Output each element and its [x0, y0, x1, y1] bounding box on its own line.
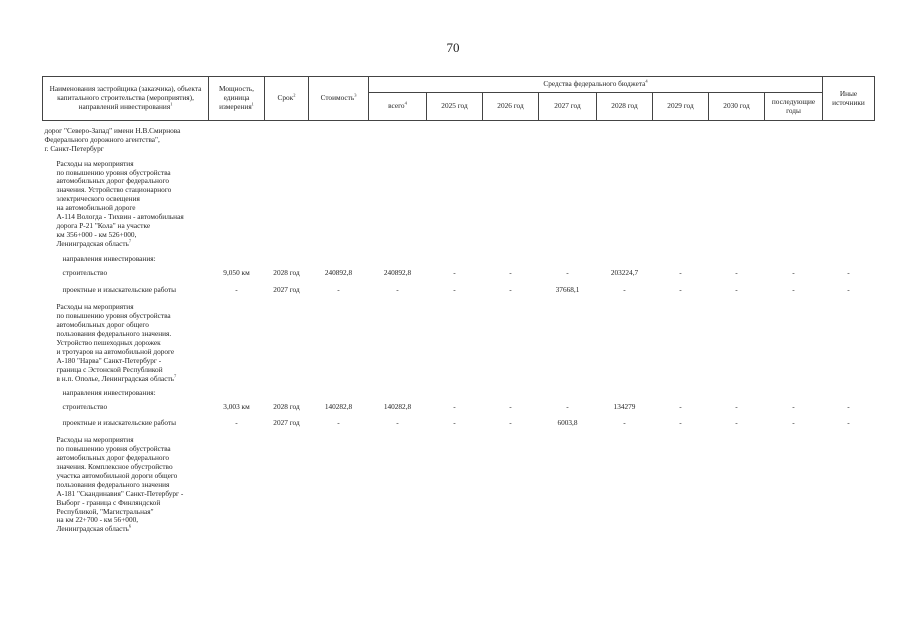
cell-2028: 134279 — [613, 401, 636, 411]
col-header-2028: 2028 год — [597, 93, 653, 121]
cell-total: - — [396, 285, 399, 295]
cell-2026: - — [509, 268, 512, 278]
cell-total: 240892,8 — [383, 268, 412, 278]
cell-next: - — [792, 268, 795, 278]
directions-label: направления инвестирования: — [62, 253, 156, 263]
cell-2027: - — [566, 268, 569, 278]
project-title: Расходы на мероприятия по повышению уровня обустройства автомобильных дорог федерального значения. Комплексное обустройство участка автомобильной дороги общего пользования федерального значения А-181 "Скандинавия" Санкт-Петербург - Выборг - граница с Финляндской Республикой, "Магистральная" на км 22+700 - км 56+000, Ленинградская область$^6$ — [56, 435, 184, 534]
project-title: Расходы на мероприятия по повышению уровня обустройства автомобильных дорог федерального значения. Устройство стационарного электрического освещения на автомобильной дороге А-114 Вологда - Тихвин - автомобильная дорога Р-21 "Кола" на участке км 356+000 - км 526+000, Ленинградская область$^7$ — [56, 158, 184, 248]
col-header-cost: Стоимость$^3$ — [309, 77, 369, 121]
table-row — [43, 160, 875, 249]
cell-2027: 6003,8 — [557, 417, 578, 427]
col-header-total: всего$^4$ — [369, 93, 427, 121]
cell-2028: 203224,7 — [610, 268, 639, 278]
cell-2027: - — [566, 401, 569, 411]
cell-2029: - — [679, 401, 682, 411]
cell-2028: - — [623, 417, 626, 427]
row-label: проектные и изыскательские работы — [62, 285, 177, 295]
cell-2027: 37668,1 — [555, 285, 580, 295]
table-row — [43, 255, 875, 264]
cell-term: 2028 год — [273, 401, 300, 411]
col-header-2027: 2027 год — [539, 93, 597, 121]
cell-cost: 140282,8 — [324, 401, 353, 411]
cell-2029: - — [679, 285, 682, 295]
cell-cost: - — [337, 417, 340, 427]
table-row — [43, 303, 875, 383]
cell-2030: - — [735, 401, 738, 411]
col-header-2025: 2025 год — [427, 93, 483, 121]
cell-cost: 240892,8 — [324, 268, 353, 278]
cell-next: - — [792, 401, 795, 411]
col-header-2030: 2030 год — [709, 93, 765, 121]
cell-capacity: - — [235, 417, 238, 427]
row-label: проектные и изыскательские работы — [62, 417, 177, 427]
table-row — [43, 283, 875, 297]
table-row — [43, 263, 875, 283]
col-header-other: Иные источники — [823, 77, 875, 121]
col-header-capacity: Мощность, единица измерения$^1$ — [209, 77, 265, 121]
cell-term: 2027 год — [273, 417, 300, 427]
cell-2026: - — [509, 401, 512, 411]
row-label: строительство — [62, 401, 108, 411]
cell-2030: - — [735, 417, 738, 427]
cell-total: 140282,8 — [383, 401, 412, 411]
cell-other: - — [847, 268, 850, 278]
cell-capacity: 9,050 км — [223, 268, 250, 278]
cell-term: 2027 год — [273, 285, 300, 295]
cell-2025: - — [453, 285, 456, 295]
col-header-2026: 2026 год — [483, 93, 539, 121]
cell-2025: - — [453, 268, 456, 278]
table-row — [43, 436, 875, 534]
cell-2028: - — [623, 285, 626, 295]
cell-2025: - — [453, 417, 456, 427]
col-header-term: Срок$^2$ — [265, 77, 309, 121]
table-row — [43, 416, 875, 430]
cell-2029: - — [679, 268, 682, 278]
org-name: дорог "Северо-Запад" имени Н.В.Смирнова Федерального дорожного агентства", г. Санкт-Петербург — [44, 126, 181, 153]
cell-other: - — [847, 417, 850, 427]
table-header — [43, 77, 875, 121]
cell-next: - — [792, 285, 795, 295]
cell-2026: - — [509, 417, 512, 427]
cell-capacity: - — [235, 285, 238, 295]
budget-table — [42, 76, 875, 534]
cell-2025: - — [453, 401, 456, 411]
table-row — [43, 389, 875, 398]
cell-2029: - — [679, 417, 682, 427]
row-label: строительство — [62, 268, 108, 278]
table-row — [43, 398, 875, 416]
cell-2030: - — [735, 268, 738, 278]
directions-label: направления инвестирования: — [62, 388, 156, 398]
cell-2030: - — [735, 285, 738, 295]
project-title: Расходы на мероприятия по повышению уровня обустройства автомобильных дорог общего пользования федерального значения. Устройство пешеходных дорожек и тротуаров на автомобильной дороге А-180 "Нарва" Санкт-Петербург - граница с Эстонской Республикой в н.п. Ополье, Ленинградская область$^7$ — [56, 302, 177, 383]
cell-other: - — [847, 285, 850, 295]
col-header-federal: Средства федерального бюджета$^4$ — [369, 77, 823, 93]
cell-total: - — [396, 417, 399, 427]
col-header-2029: 2029 год — [653, 93, 709, 121]
col-header-name: Наименования застройщика (заказчика), объекта капитального строительства (мероприятия), направлений инвестирования$^1$ — [43, 77, 209, 121]
cell-2026: - — [509, 285, 512, 295]
cell-next: - — [792, 417, 795, 427]
page-number: 70 — [446, 40, 460, 55]
col-header-next: последующие годы — [765, 93, 823, 121]
cell-capacity: 3,003 км — [223, 401, 250, 411]
table-row — [43, 127, 875, 154]
cell-cost: - — [337, 285, 340, 295]
cell-other: - — [847, 401, 850, 411]
cell-term: 2028 год — [273, 268, 300, 278]
